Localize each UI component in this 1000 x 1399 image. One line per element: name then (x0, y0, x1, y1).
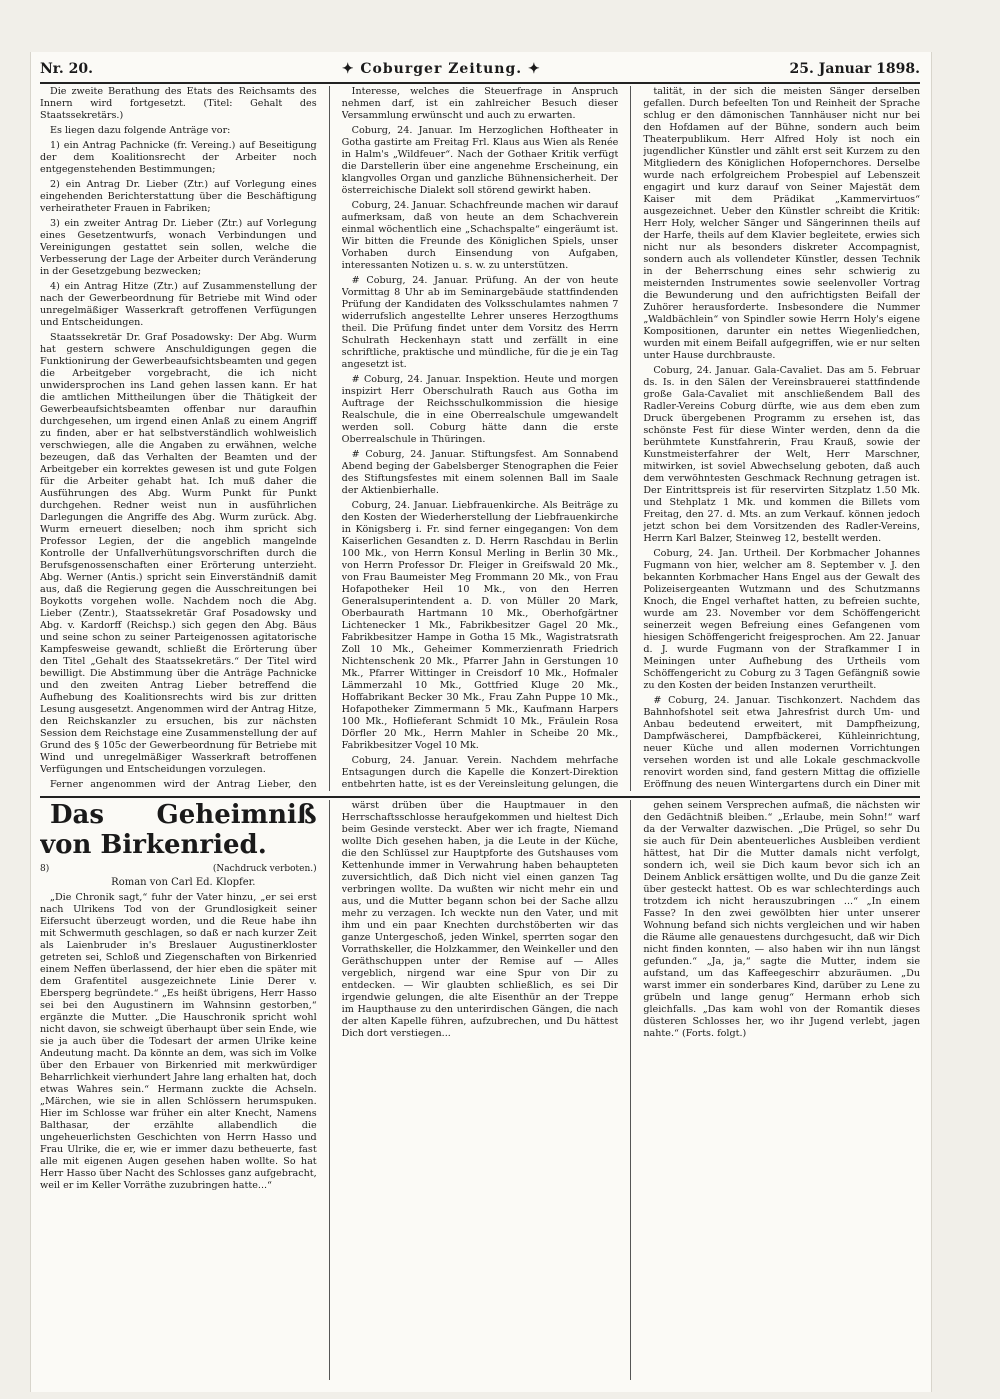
paragraph: Es liegen dazu folgende Anträge vor: (50, 125, 231, 136)
masthead (40, 56, 920, 84)
paragraph: 2) ein Antrag Dr. Lieber (Ztr.) auf Vorlegung eines eingehenden Berichterstattung über die Beschäftigung verheiratheter Frauen in Fabriken; (40, 179, 317, 214)
paragraph: 4) ein Antrag Hitze (Ztr.) auf Zusammenstellung der nach der Gewerbeordnung für Betriebe mit Wind oder unregelmäßiger Wasserkraft getroffenen Verfügungen und Entscheidungen. (40, 281, 317, 328)
serial-author: Roman von Carl Ed. Klopfer. (111, 877, 256, 888)
paragraph: Die zweite Berathung des Etats des Reichsamts des Innern wird fortgesetzt. (Titel: Gehalt des Staatssekretärs.) (40, 86, 317, 121)
section-divider (40, 796, 920, 798)
serial-column-2 (342, 800, 619, 1380)
column-1 (40, 86, 317, 791)
paragraph: Coburg, 24. Januar. Liebfrauenkirche. Als Beiträge zu den Kosten der Wiederherstellung der Liebfrauenkirche in Königsberg i. Fr. sind ferner eingegangen: Von dem Kaiserlichen Gesandten z. D. Herrn Raschdau in Berlin 100 Mk., von Herrn Konsul Merling in Berlin 30 Mk., von Herrn Professor Dr. Fleiger in Greifswald 20 Mk., von Frau Baumeister Meg Frommann 20 Mk., von Frau Hofapotheker Heil 10 Mk., von den Herren Generalsuperintendent a. D. von Müller 20 Mark, Oberbaurath Hartmann 10 Mk., Oberhofgärtner Lichtenecker 1 Mk., Fabrikbesitzer Gagel 20 Mk., Fabrikbesitzer Hampe in Gotha 15 Mk., Wagistratsrath Zoll 10 Mk., Geheimer Kommerzienrath Friedrich Nichtenschenk 20 Mk., Pfarrer Jahn in Gerstungen 10 Mk., Pfarrer Wittinger in Creisdorf 10 Mk., Hofmaler Lämmerzahl 10 Mk., Gottfried Kluge 20 Mk., Hoffabrikant Becker 30 Mk., Frau Zahn Puppe 10 Mk., Hofapotheker Zimmermann 5 Mk., Kaufmann Harpers 100 Mk., Hoflieferant Schmidt 10 Mk., Fräulein Rosa Dörfler 20 Mk., Herrn Mahler in Scheibe 20 Mk., Fabrikbesitzer Vogel 10 Mk. (341, 500, 619, 751)
paragraph: Ferner angenommen wird der Antrag Lieber, den (50, 779, 317, 790)
column-divider (329, 86, 330, 791)
serial-rights: (Nachdruck verboten.) (212, 864, 317, 874)
paragraph: # Coburg, 24. Januar. Stiftungsfest. Am Sonnabend Abend beging der Gabelsberger Stenographen die Feier des Stiftungsfestes mit einem solennen Ball im Saale der Aktienbierhalle. (341, 449, 619, 496)
serial-column-3 (643, 800, 920, 1380)
column-divider (329, 800, 330, 1380)
paragraph: Coburg, 24. Januar. Schachfreunde machen wir darauf aufmerksam, daß von heute an dem Schachverein einmal wöchentlich eine „Schachspalte“ eingeräumt ist. Wir bitten die Freunde des Königlichen Spiels, unser Vorhaben durch Einsendung von Aufgaben, interessanten Notizen u. s. w. zu unterstützen. (341, 200, 619, 271)
paragraph: Coburg, 24. Januar. Gala-Cavaliet. Das am 5. Februar ds. Is. in den Sälen der Vereinsbrauerei stattfindende große Gala-Cavaliet mit anschließendem Ball des Radler-Vereins Coburg dürfte, wie aus dem eben zum Druck übergebenen Programm zu ersehen ist, das schönste Fest für diese Winter werden, denn da die berühmtete Kunstfahrerin, Frau Krauß, sowie der Kunstmeisterfahrer der Welt, Herr Marschner, mitwirken, ist soviel Abwechselung geboten, daß auch dem verwöhntesten Geschmack Rechnung getragen ist. Der Eintrittspreis ist für reservirten Sitzplatz 1.50 Mk. und Stehplatz 1 Mk. und kommen die Billets vom Freitag, den 27. d. Mts. an zum Verkauf. können jedoch jetzt schon bei dem Vorsitzenden des Radler-Vereins, Herrn Karl Balzer, Steinweg 12, bestellt werden. (643, 365, 921, 544)
serial-novel (40, 800, 920, 1380)
column-3 (643, 86, 920, 791)
serial-number: 8) (40, 864, 50, 874)
paragraph: 3) ein zweiter Antrag Dr. Lieber (Ztr.) auf Vorlegung eines Gesetzentwurfs, wonach Verbindungen und Vereinigungen gestattet sein sollen, welche die Verbesserung der Lage der Arbeiter durch Veränderung in der Gesetzgebung bezwecken; (40, 218, 317, 277)
serial-meta (40, 863, 317, 875)
column-2 (342, 86, 619, 791)
column-divider (630, 800, 631, 1380)
paragraph: Coburg, 24. Jan. Urtheil. Der Korbmacher Johannes Fugmann von hier, welcher am 8. September v. J. den bekannten Korbmacher Hans Engel aus der Gewalt des Polizeisergeanten Wutzmann und des Schutzmanns Knoch, die Engel verhaftet hatten, zu befreien suchte, wurde am 23. November vor dem Schöffengericht seinerzeit wegen Befreiung eines Gefangenen vom hiesigen Schöffengericht freigesprochen. Am 22. Januar d. J. wurde Fugmann von der Strafkammer I in Meiningen unter Aufhebung des Urtheils vom Schöffengericht zu Coburg zu 3 Tagen Gefängniß sowie zu den Kosten der beiden Instanzen verurtheilt. (643, 548, 921, 691)
paragraph: Coburg, 24. Januar. Verein. Nachdem mehrfache Entsagungen durch die Kapelle die Konzert-Direktion entbehrten hatte, ist es der Vereinsleitung gelungen, die (341, 755, 619, 790)
paragraph: gehen seinem Versprechen aufmaß, die nächsten wir den Gedächtniß bleiben.“ „Erlaube, mein Sohn!“ warf da der Verwalter dazwischen. „Die Prügel, so sehr Du sie auch für Dein abenteuerliches Ausbleiben verdient hättest, hat Dir die Mutter damals nicht verfolgt, sondern ich, weil sie Dich kaum bevor sich ich an Deinem Anblick ersättigen wollte, und Du die ganze Zeit über gesteckt hattest. Ob es war schlechterdings auch trotzdem ich nicht herauszubringen ...“ „In einem Fasse? In den zwei gewölbten hier unter unserer Wohnung befand sich nichts vergleichen und wir haben die Räume alle genauestens durchgesucht, daß wir Dich nicht finden konnten, — also haben wir ihn nun längst gefunden.“ „Ja, ja,“ sagte die Mutter, indem sie aufstand, um das Kaffeegeschirr abzuräumen. „Du warst immer ein sonderbares Kind, darüber zu Lene zu grübeln und lange genug“ Hermann erhob sich gleichfalls. „Das kam wohl von der Romantik dieses düsteren Schlosses her, wo ihr Jugend verlebt, jagen nahte.“ (Forts. folgt.) (643, 800, 921, 1039)
issue-date: 25. Januar 1898. (789, 61, 920, 77)
paragraph: Coburg, 24. Januar. Im Herzoglichen Hoftheater in Gotha gastirte am Freitag Frl. Klaus aus Wien als Renée in Halm's „Wildfeuer“. Nach der Gothaer Kritik verfügt die Darstellerin über eine angenehme Erscheinung, ein klangvolles Organ und ganzliche Bühnensicherheit. Der österreichische Dialekt soll störend gewirkt haben. (341, 125, 619, 196)
paragraph: # Coburg, 24. Januar. Tischkonzert. Nachdem das Bahnhofshotel seit etwa Jahresfrist durch Um- und Anbau bedeutend erweitert, mit Dampfheizung, Dampfwäscherei, Dampfbäckerei, Kühleinrichtung, neuer Küche und allen modernen Vorrichtungen versehen worden ist und alle Lokale geschmackvolle renovirt worden sind, fand gestern Mittag die offizielle Eröffnung des neuen Wintergartens durch ein Diner mit (643, 695, 921, 790)
paragraph: wärst drüben über die Hauptmauer in den Herrschaftsschlosse heraufgekommen und hieltest Dich beim Gesinde versteckt. Aber wer ich fragte, Niemand wollte Dich gesehen haben, ja die Leute in der Küche, die den Schlüssel zur Hauptpforte des Gutshauses vom Kettenhunde immer in Verwahrung haben behaupteten zuversichtlich, daß Dich nicht viel einen ganzen Tag verbringen wollte. Da wußten wir nicht mehr ein und aus, und die Mutter begann schon bei der Sache allzu mehr zu verzagen. Ich weckte nun den Vater, und mit ihm und ein paar Knechten durchstöberten wir das ganze Untergeschoß, jeden Winkel, sperrten sogar den Vorrathskeller, die Holzkammer, den Weinkeller und den Geräthschuppen unter der Remise auf — Alles vergeblich, nirgend war eine Spur von Dir zu entdecken. — Wir glaubten schließlich, es sei Dir irgendwie gelungen, die alte Eisenthür an der Treppe im Haupthause zu den unterirdischen Gängen, die nach der alten Kapelle führen, aufzubrechen, und Du hättest Dich dort verstiegen... (341, 800, 619, 1039)
column-divider (630, 86, 631, 791)
serial-column-1 (40, 800, 317, 1380)
newspaper-title: ✦ Coburger Zeitung. ✦ (341, 61, 541, 77)
issue-number: Nr. 20. (40, 61, 93, 77)
paragraph: 1) ein Antrag Pachnicke (fr. Vereing.) auf Beseitigung der dem Koalitionsrecht der Arbeiter noch entgegenstehenden Bestimmungen; (40, 140, 317, 175)
paragraph: # Coburg, 24. Januar. Inspektion. Heute und morgen inspizirt Herr Oberschulrath Rauch aus Gotha im Auftrage der Reichsschulkommission die hiesige Realschule, die in eine Oberrealschule umgewandelt werden soll. Coburg hätte dann die erste Oberrealschule in Thüringen. (341, 374, 619, 445)
paragraph: Staatssekretär Dr. Graf Posadowsky: Der Abg. Wurm hat gestern schwere Anschuldigungen gegen die Funktionirung der Gewerbeaufsichtsbeamten und gegen die Arbeitgeber vorgebracht, die ich nicht unwidersprochen ins Land gehen lassen kann. Er hat die amtlichen Mittheilungen über die Thätigkeit der Gewerbeaufsichtsbeamten offenbar nur daraufhin durchgesehen, um irgend einen Anlaß zu einem Angriff zu finden, aber er hat selbstverständlich wohlweislich verschwiegen, alle die Angaben zu erwähnen, welche bezeugen, daß das Verhalten der Beamten und der Arbeitgeber ein korrektes gewesen ist und gute Folgen für die Arbeiter gehabt hat. Ich muß daher die Ausführungen des Abg. Wurm Punkt für Punkt durchgehen. Redner weist nun in ausführlichen Darlegungen die Angriffe des Abg. Wurm zurück. Abg. Wurm erneuert dieselben; noch ihm spricht sich Professor Legien, der die angeblich mangelnde Kontrolle der Unfallverhütungsvorschriften durch die Berufsgenossenschaften einer Erörterung unterzieht. Abg. Werner (Antis.) spricht sein Einverständniß damit aus, daß die Regierung gegen die Ausschreitungen bei Boykotts vorgehen wolle. Nachdem noch die Abg. Lieber (Zentr.), Staatssekretär Graf Posadowsky und Abg. v. Kardorff (Reichsp.) sich gegen den Abg. Bäus und seine schon zu seiner Parteigenossen agitatorische Kampfesweise gewandt, schließt die Erörterung über den Titel „Gehalt des Staatssekretärs.“ Der Titel wird bewilligt. Die Abstimmung über die Anträge Pachnicke und den zweiten Antrag Lieber betreffend die Aufhebung des Koalitionsrechts wird bis zur dritten Lesung ausgesetzt. Angenommen wird der Antrag Hitze, den Reichskanzler zu ersuchen, bis zur nächsten Session dem Reichstage eine Zusammenstellung der auf Grund des § 105c der Gewerbeordnung für Betriebe mit Wind und unregelmäßiger Wasserkraft betroffenen Verfügungen und Entscheidungen vorzulegen. (40, 332, 317, 775)
news-columns (40, 86, 920, 791)
paragraph: talität, in der sich die meisten Sänger derselben gefallen. Durch befeelten Ton und Reinheit der Sprache schlug er den dämonischen Tannhäuser nicht nur bei den Hofdamen auf der Bühne, sondern auch beim Theaterpublikum. Herr Alfred Holy ist noch ein jugendlicher Künstler und zählt erst seit Kurzem zu den Mitgliedern des Königlichen Hofopernchores. Derselbe wurde nach erfolgreichem Probespiel auf Lebenszeit engagirt und kurz darauf von Seiner Majestät dem Kaiser mit dem Prädikat „Kammervirtuos“ ausgezeichnet. Ueber den Künstler schreibt die Kritik: Herr Holy, welcher Sänger und Sängerinnen theils auf der Harfe, theils auf dem Klavier begleitete, erwies sich nicht nur als besonders diskreter Accompagnist, sondern auch als vollendeter Künstler, dessen Technik in der Beherrschung eines sehr schwierig zu meisternden Instrumentes sowie seelenvoller Vortrag die Bewunderung und den aufrichtigsten Beifall der Zuhörer herausforderte. Insbesondere die Nummer „Waldbächlein“ von Spindler sowie Herrn Holy's eigene Kompositionen, darunter ein nettes Wiegenliedchen, wurden mit einem Beifall aufgegriffen, wie er nur selten unter Hause durchbrauste. (643, 86, 921, 361)
paragraph: Interesse, welches die Steuerfrage in Anspruch nehmen darf, ist ein zahlreicher Besuch dieser Versammlung erwünscht und auch zu erwarten. (341, 86, 619, 121)
serial-title: Das Geheimniß von Birkenried. (40, 800, 317, 860)
paragraph: „Die Chronik sagt,“ fuhr der Vater hinzu, „er sei erst nach Ulrikens Tod von der Grundlosigkeit seiner Eifersucht überzeugt worden, und die Reue habe ihn mit Schwermuth geschlagen, so daß er nach kurzer Zeit als Laienbruder in's Breslauer Augustinerkloster getreten sei, Schloß und Ziegenschaften von Birkenried einem Neffen überlassend, der hier eben die später mit dem Grafentitel ausgezeichnete Linie Derer v. Ebersperg begründete.“ „Es heißt übrigens, Herr Hasso sei bei den Augustinern im Wahnsinn gestorben,“ ergänzte die Mutter. „Die Hauschronik spricht wohl nicht davon, sie schweigt überhaupt über sein Ende, wie sie ja auch über die Todesart der armen Ulrike keine Andeutung macht. Da könnte an dem, was sich im Volke über den Erbauer von Birkenried mit merkwürdiger Beharrlichkeit vierhundert Jahre lang erhalten hat, doch etwas Wahres sein.“ Hermann zuckte die Achseln. „Märchen, wie sie in allen Schlössern herumspuken. Hier im Schlosse war früher ein alter Knecht, Namens Balthasar, der erzählte allabendlich die ungeheuerlichsten Geschichten von Herrn Hasso und Frau Ulrike, die er, wie er immer dazu betheuerte, fast alle mit eigenen Augen gesehen haben wollte. So hat Herr Hasso über Nacht des Schlosses ganz aufgebracht, weil er im Keller Vorräthe zuzubringen hatte...“ (40, 892, 317, 1191)
paragraph: # Coburg, 24. Januar. Prüfung. An der von heute Vormittag 8 Uhr ab im Seminargebäude stattfindenden Prüfung der Kandidaten des Volksschulamtes nahmen 7 widerrufslich angestellte Lehrer unseres Herzogthums theil. Die Prüfung findet unter dem Vorsitz des Herrn Schulrath Heckenhayn statt und zerfällt in eine schriftliche, praktische und mündliche, für die je ein Tag angesetzt ist. (341, 275, 619, 370)
